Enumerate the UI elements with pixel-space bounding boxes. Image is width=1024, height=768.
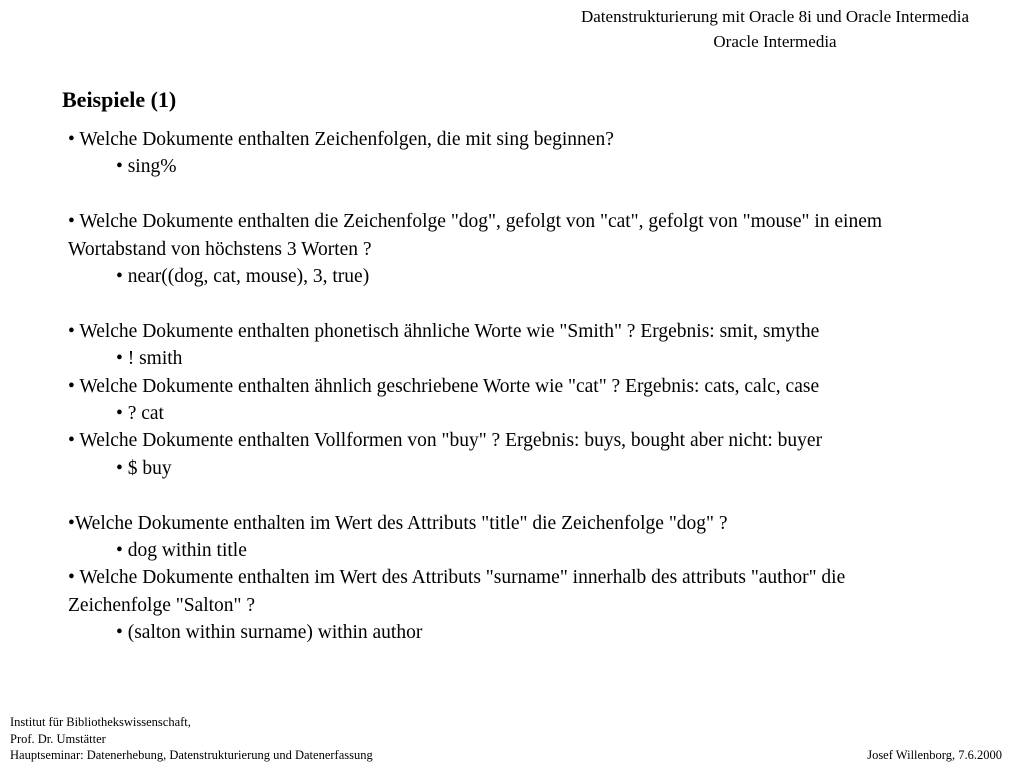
footer-institute: Institut für Bibliothekswissenschaft, bbox=[10, 715, 191, 729]
slide-content bbox=[68, 126, 968, 647]
header-course-title: Datenstrukturierung mit Oracle 8i und Oracle Intermedia bbox=[580, 7, 970, 26]
spacer bbox=[68, 181, 968, 208]
answer-6: • dog within title bbox=[116, 540, 247, 562]
answer-2: • near((dog, cat, mouse), 3, true) bbox=[116, 266, 370, 288]
answer-1: • sing% bbox=[116, 156, 177, 178]
footer-seminar: Hauptseminar: Datenerhebung, Datenstrukturierung und Datenerfassung bbox=[10, 748, 373, 762]
question-2-line-1: • Welche Dokumente enthalten die Zeichenfolge "dog", gefolgt von "cat", gefolgt von "mouse" in einem bbox=[68, 211, 883, 233]
answer-3: • ! smith bbox=[116, 348, 183, 370]
footer-professor: Prof. Dr. Umstätter bbox=[10, 731, 106, 746]
question-4: • Welche Dokumente enthalten ähnlich geschriebene Worte wie "cat" ? Ergebnis: cats, calc, case bbox=[68, 375, 820, 397]
answer-7: • (salton within surname) within author bbox=[116, 622, 423, 644]
question-2-line-2: Wortabstand von höchstens 3 Worten ? bbox=[68, 238, 372, 260]
header-topic: Oracle Intermedia bbox=[713, 32, 837, 51]
answer-5: • $ buy bbox=[116, 457, 172, 479]
question-7-line-2: Zeichenfolge "Salton" ? bbox=[68, 594, 256, 616]
question-5: • Welche Dokumente enthalten Vollformen von "buy" ? Ergebnis: buys, bought aber nicht: buyer bbox=[68, 430, 823, 452]
spacer bbox=[68, 290, 968, 317]
question-7-line-1: • Welche Dokumente enthalten im Wert des Attributs "surname" innerhalb des attributs "author" die bbox=[68, 567, 846, 589]
footer-author-date: Josef Willenborg, 7.6.2000 bbox=[867, 748, 1002, 762]
question-6: •Welche Dokumente enthalten im Wert des Attributs "title" die Zeichenfolge "dog" ? bbox=[68, 512, 728, 534]
question-1: • Welche Dokumente enthalten Zeichenfolgen, die mit sing beginnen? bbox=[68, 129, 614, 150]
spacer bbox=[68, 482, 968, 509]
answer-4: • ? cat bbox=[116, 403, 164, 425]
footer-left bbox=[10, 714, 373, 764]
slide-header bbox=[540, 4, 1010, 54]
question-3: • Welche Dokumente enthalten phonetisch ähnliche Worte wie "Smith" ? Ergebnis: smit, smythe bbox=[68, 320, 820, 342]
slide-title: Beispiele (1) bbox=[62, 87, 177, 112]
